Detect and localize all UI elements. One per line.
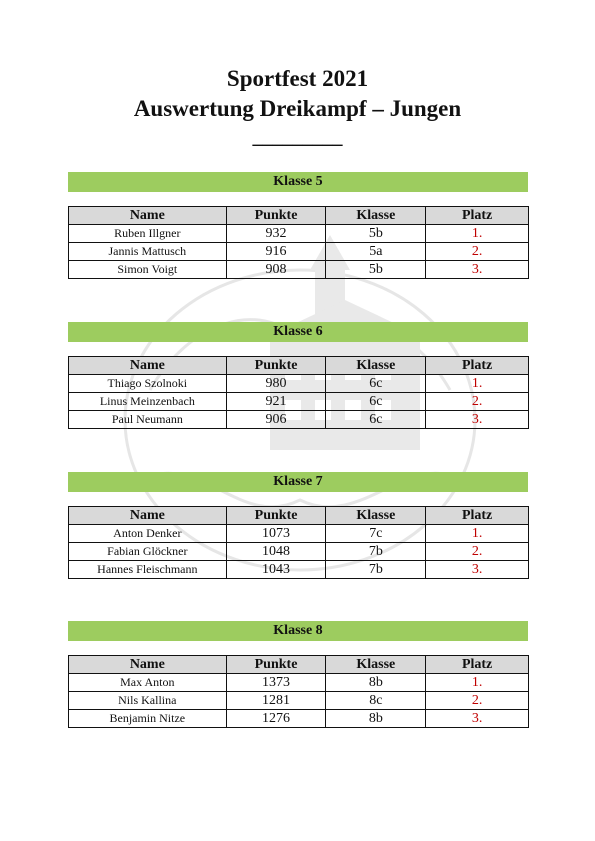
class-value: 7b — [326, 543, 426, 561]
column-header-name: Name — [69, 207, 227, 225]
class-value: 6c — [326, 375, 426, 393]
class-value: 5b — [326, 225, 426, 243]
column-header-points: Punkte — [226, 656, 326, 674]
points-value: 932 — [226, 225, 326, 243]
athlete-name: Nils Kallina — [69, 692, 227, 710]
results-table — [68, 356, 529, 429]
table-row — [69, 525, 529, 543]
table-row — [69, 543, 529, 561]
column-header-class: Klasse — [326, 207, 426, 225]
place-value: 2. — [426, 692, 529, 710]
class-section — [68, 322, 528, 429]
column-header-name: Name — [69, 357, 227, 375]
place-value: 3. — [426, 411, 529, 429]
table-row — [69, 561, 529, 579]
class-value: 8b — [326, 710, 426, 728]
column-header-place: Platz — [426, 357, 529, 375]
points-value: 916 — [226, 243, 326, 261]
class-value: 5a — [326, 243, 426, 261]
column-header-name: Name — [69, 507, 227, 525]
points-value: 1276 — [226, 710, 326, 728]
class-value: 8c — [326, 692, 426, 710]
points-value: 908 — [226, 261, 326, 279]
table-row — [69, 393, 529, 411]
place-value: 3. — [426, 261, 529, 279]
class-value: 7c — [326, 525, 426, 543]
section-heading: Klasse 6 — [68, 322, 528, 342]
athlete-name: Paul Neumann — [69, 411, 227, 429]
class-value: 6c — [326, 393, 426, 411]
athlete-name: Max Anton — [69, 674, 227, 692]
column-header-class: Klasse — [326, 357, 426, 375]
section-heading: Klasse 8 — [68, 621, 528, 641]
athlete-name: Jannis Mattusch — [69, 243, 227, 261]
title-line-1: Sportfest 2021 — [226, 66, 369, 91]
athlete-name: Fabian Glöckner — [69, 543, 227, 561]
class-section — [68, 472, 528, 579]
section-heading: Klasse 7 — [68, 472, 528, 492]
points-value: 1043 — [226, 561, 326, 579]
document-title — [0, 64, 595, 148]
table-header-row — [69, 207, 529, 225]
points-value: 1373 — [226, 674, 326, 692]
points-value: 1073 — [226, 525, 326, 543]
athlete-name: Hannes Fleischmann — [69, 561, 227, 579]
athlete-name: Ruben Illgner — [69, 225, 227, 243]
table-row — [69, 411, 529, 429]
table-row — [69, 225, 529, 243]
class-value: 5b — [326, 261, 426, 279]
class-section — [68, 172, 528, 279]
column-header-place: Platz — [426, 656, 529, 674]
column-header-name: Name — [69, 656, 227, 674]
athlete-name: Benjamin Nitze — [69, 710, 227, 728]
class-value: 7b — [326, 561, 426, 579]
place-value: 2. — [426, 543, 529, 561]
table-row — [69, 243, 529, 261]
results-table — [68, 655, 529, 728]
class-section — [68, 621, 528, 728]
place-value: 1. — [426, 375, 529, 393]
title-underline: _________ — [252, 126, 343, 148]
athlete-name: Thiago Szolnoki — [69, 375, 227, 393]
title-line-2: Auswertung Dreikampf – Jungen — [133, 96, 462, 121]
column-header-place: Platz — [426, 507, 529, 525]
table-header-row — [69, 507, 529, 525]
place-value: 2. — [426, 243, 529, 261]
class-value: 8b — [326, 674, 426, 692]
table-row — [69, 692, 529, 710]
place-value: 3. — [426, 710, 529, 728]
section-heading: Klasse 5 — [68, 172, 528, 192]
place-value: 3. — [426, 561, 529, 579]
table-header-row — [69, 357, 529, 375]
column-header-class: Klasse — [326, 507, 426, 525]
column-header-points: Punkte — [226, 207, 326, 225]
results-table — [68, 506, 529, 579]
column-header-class: Klasse — [326, 656, 426, 674]
athlete-name: Simon Voigt — [69, 261, 227, 279]
table-header-row — [69, 656, 529, 674]
points-value: 1281 — [226, 692, 326, 710]
points-value: 921 — [226, 393, 326, 411]
athlete-name: Anton Denker — [69, 525, 227, 543]
column-header-points: Punkte — [226, 507, 326, 525]
table-row — [69, 261, 529, 279]
athlete-name: Linus Meinzenbach — [69, 393, 227, 411]
points-value: 1048 — [226, 543, 326, 561]
points-value: 980 — [226, 375, 326, 393]
place-value: 1. — [426, 525, 529, 543]
place-value: 1. — [426, 674, 529, 692]
results-table — [68, 206, 529, 279]
place-value: 2. — [426, 393, 529, 411]
table-row — [69, 375, 529, 393]
table-row — [69, 674, 529, 692]
column-header-place: Platz — [426, 207, 529, 225]
column-header-points: Punkte — [226, 357, 326, 375]
class-value: 6c — [326, 411, 426, 429]
place-value: 1. — [426, 225, 529, 243]
table-row — [69, 710, 529, 728]
points-value: 906 — [226, 411, 326, 429]
